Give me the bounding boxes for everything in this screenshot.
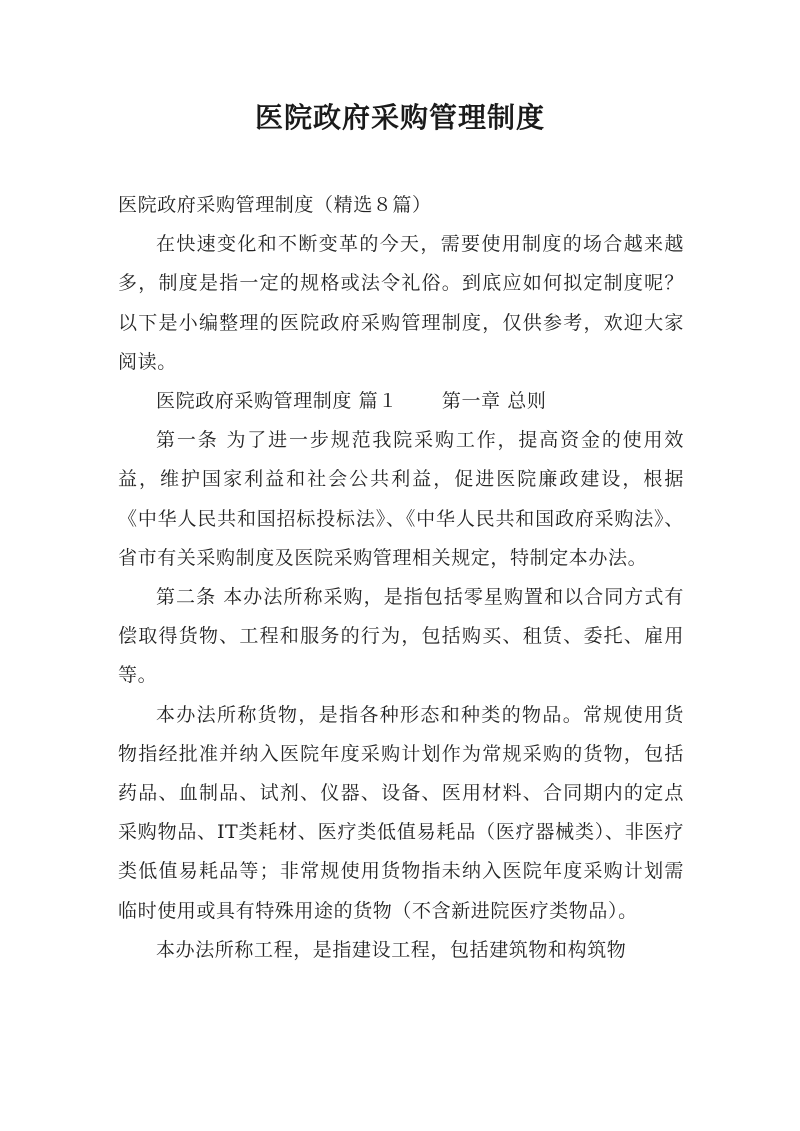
article-paragraph: 第二条 本办法所称采购，是指包括零星购置和以合同方式有偿取得货物、工程和服务的行为，包括购买、租赁、委托、雇用等。 bbox=[118, 586, 684, 687]
document-subtitle: 医院政府采购管理制度（精选８篇） bbox=[118, 194, 432, 216]
article-paragraph: 第一条 为了进一步规范我院采购工作，提高资金的使用效益，维护国家利益和社会公共利益，促进医院廉政建设，根据《中华人民共和国招标投标法》、《中华人民共和国政府采购法》、省市有关采购制度及医院采购管理相关规定，特制定本办法。 bbox=[118, 429, 684, 569]
section-heading: 医院政府采购管理制度 篇１ bbox=[156, 390, 398, 413]
section-heading-line bbox=[118, 382, 684, 421]
document-title: 医院政府采购管理制度 bbox=[254, 101, 545, 134]
article-paragraph: 本办法所称货物，是指各种形态和种类的物品。常规使用货物指经批准并纳入医院年度采购计划作为常规采购的货物，包括药品、血制品、试剂、仪器、设备、医用材料、合同期内的定点采购物品、IT类耗材、医疗类低值易耗品（医疗器械类）、非医疗类低值易耗品等；非常规使用货物指未纳入医院年度采购计划需临时使用或具有特殊用途的货物（不含新进院医疗类物品）。 bbox=[118, 703, 684, 922]
document-body bbox=[118, 186, 684, 970]
chapter-heading: 第一章 总则 bbox=[441, 390, 547, 413]
article-paragraph: 本办法所称工程，是指建设工程，包括建筑物和构筑物 bbox=[156, 938, 627, 961]
intro-paragraph: 在快速变化和不断变革的今天，需要使用制度的场合越来越多，制度是指一定的规格或法令礼俗。到底应如何拟定制度呢？以下是小编整理的医院政府采购管理制度，仅供参考，欢迎大家阅读。 bbox=[118, 233, 684, 373]
